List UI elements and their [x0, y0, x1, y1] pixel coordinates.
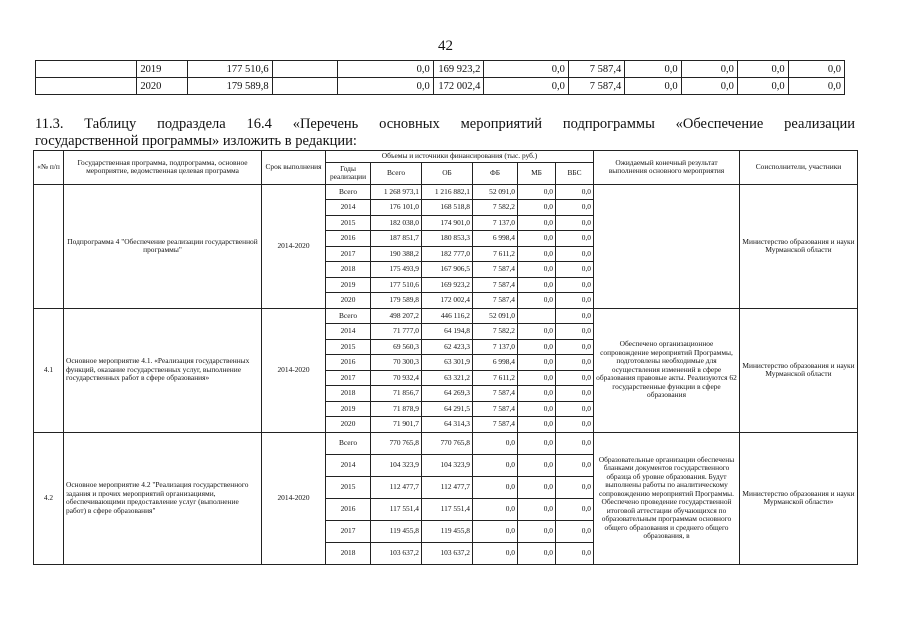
year-cell: 2016	[326, 231, 371, 247]
mb-cell: 0,0	[518, 215, 556, 231]
vbs-cell: 0,0	[556, 417, 594, 433]
measure-name: Основное мероприятие 4.1. «Реализация государственных функций, оказание государственных услуг, выполнение государственных работ в сфере образования»	[64, 308, 262, 432]
row-number: 4.2	[34, 432, 64, 564]
value-cell: 0,0	[681, 61, 737, 78]
fb-cell: 52 091,0	[473, 308, 518, 324]
heading-line-1: 11.3. Таблицу подраздела 16.4 «Перечень основных мероприятий подпрограммы «Обеспечение реализации	[35, 116, 855, 132]
value-cell: 172 002,4	[433, 78, 484, 95]
row-number	[34, 184, 64, 308]
value-cell: 0,0	[788, 78, 844, 95]
total-cell: 71 777,0	[371, 324, 422, 340]
total-cell: 1 268 973,1	[371, 184, 422, 200]
ob-cell: 770 765,8	[422, 432, 473, 454]
total-cell: 176 101,0	[371, 200, 422, 216]
year-cell: 2014	[326, 200, 371, 216]
ob-cell: 119 455,8	[422, 520, 473, 542]
header-executors: Соисполнители, участники	[740, 151, 858, 185]
table-row	[34, 308, 858, 324]
vbs-cell: 0,0	[556, 355, 594, 371]
ob-cell: 1 216 882,1	[422, 184, 473, 200]
expected-result: Обеспечено организационное сопровождение мероприятий Программы, подготовлены необходимые для осуществления изменений в сфере образования правовые акты. Реализуются 62 государственные функции в сфере образования	[594, 308, 740, 432]
value-cell: 0,0	[788, 61, 844, 78]
vbs-cell: 0,0	[556, 520, 594, 542]
total-cell: 71 856,7	[371, 386, 422, 402]
year-cell: 2016	[326, 498, 371, 520]
header-finance: Объемы и источники финансирования (тыс. руб.)	[326, 151, 594, 163]
value-cell: 0,0	[737, 61, 788, 78]
fb-cell: 7 587,4	[473, 386, 518, 402]
vbs-cell: 0,0	[556, 277, 594, 293]
ob-cell: 168 518,8	[422, 200, 473, 216]
fb-cell: 0,0	[473, 432, 518, 454]
ob-cell: 182 777,0	[422, 246, 473, 262]
fb-cell: 7 611,2	[473, 246, 518, 262]
executors-cell: Министерство образования и науки Мурманской области»	[740, 432, 858, 564]
table-row	[36, 78, 845, 95]
fb-cell: 52 091,0	[473, 184, 518, 200]
value-cell: 0,0	[337, 78, 433, 95]
year-cell: 2018	[326, 262, 371, 278]
table-row	[34, 432, 858, 454]
mb-cell: 0,0	[518, 370, 556, 386]
previous-table-fragment	[35, 60, 845, 95]
total-cell: 175 493,9	[371, 262, 422, 278]
vbs-cell: 0,0	[556, 324, 594, 340]
vbs-cell: 0,0	[556, 370, 594, 386]
fb-cell: 0,0	[473, 542, 518, 564]
mb-cell: 0,0	[518, 386, 556, 402]
header-years: Годы реализации	[326, 162, 371, 184]
header-fb: ФБ	[473, 162, 518, 184]
blank-cell	[272, 61, 337, 78]
total-cell: 190 388,2	[371, 246, 422, 262]
ob-cell: 446 116,2	[422, 308, 473, 324]
fb-cell: 7 611,2	[473, 370, 518, 386]
fb-cell: 0,0	[473, 520, 518, 542]
value-cell: 169 923,2	[433, 61, 484, 78]
total-cell: 498 207,2	[371, 308, 422, 324]
mb-cell: 0,0	[518, 184, 556, 200]
value-cell: 0,0	[737, 78, 788, 95]
vbs-cell: 0,0	[556, 200, 594, 216]
blank-cell	[36, 78, 137, 95]
ob-cell: 117 551,4	[422, 498, 473, 520]
ob-cell: 103 637,2	[422, 542, 473, 564]
total-cell: 177 510,6	[371, 277, 422, 293]
vbs-cell: 0,0	[556, 542, 594, 564]
mb-cell: 0,0	[518, 454, 556, 476]
fb-cell: 6 998,4	[473, 231, 518, 247]
year-cell: 2020	[326, 417, 371, 433]
measures-table	[33, 150, 858, 565]
value-cell: 7 587,4	[568, 61, 624, 78]
row-number: 4.1	[34, 308, 64, 432]
year-cell: Всего	[326, 184, 371, 200]
total-cell: 104 323,9	[371, 454, 422, 476]
mb-cell: 0,0	[518, 277, 556, 293]
expected-result	[594, 184, 740, 308]
mb-cell: 0,0	[518, 476, 556, 498]
measure-name: Подпрограмма 4 "Обеспечение реализации государственной программы"	[64, 184, 262, 308]
total-cell: 103 637,2	[371, 542, 422, 564]
vbs-cell: 0,0	[556, 339, 594, 355]
vbs-cell: 0,0	[556, 231, 594, 247]
year-cell: 2017	[326, 246, 371, 262]
mb-cell: 0,0	[518, 262, 556, 278]
ob-cell: 62 423,3	[422, 339, 473, 355]
blank-cell	[36, 61, 137, 78]
mb-cell	[518, 308, 556, 324]
ob-cell: 64 269,3	[422, 386, 473, 402]
fb-cell: 7 582,2	[473, 324, 518, 340]
header-result: Ожидаемый конечный результат выполнения основного мероприятия	[594, 151, 740, 185]
fb-cell: 7 582,2	[473, 200, 518, 216]
vbs-cell: 0,0	[556, 432, 594, 454]
ob-cell: 167 906,5	[422, 262, 473, 278]
heading-line-2: государственной программы» изложить в редакции:	[35, 133, 357, 149]
mb-cell: 0,0	[518, 417, 556, 433]
mb-cell: 0,0	[518, 520, 556, 542]
mb-cell: 0,0	[518, 231, 556, 247]
term-cell: 2014-2020	[262, 432, 326, 564]
vbs-cell: 0,0	[556, 293, 594, 309]
ob-cell: 64 194,8	[422, 324, 473, 340]
executors-cell: Министерство образования и науки Мурманской области	[740, 308, 858, 432]
total-cell: 71 878,9	[371, 401, 422, 417]
year-cell: 2020	[326, 293, 371, 309]
value-cell: 0,0	[625, 78, 681, 95]
mb-cell: 0,0	[518, 498, 556, 520]
ob-cell: 63 301,9	[422, 355, 473, 371]
executors-cell: Министерство образования и науки Мурманской области	[740, 184, 858, 308]
mb-cell: 0,0	[518, 355, 556, 371]
ob-cell: 64 291,5	[422, 401, 473, 417]
ob-cell: 174 901,0	[422, 215, 473, 231]
vbs-cell: 0,0	[556, 262, 594, 278]
vbs-cell: 0,0	[556, 215, 594, 231]
ob-cell: 63 321,2	[422, 370, 473, 386]
vbs-cell: 0,0	[556, 308, 594, 324]
fb-cell: 0,0	[473, 498, 518, 520]
section-heading	[35, 116, 855, 150]
mb-cell: 0,0	[518, 293, 556, 309]
year-cell: 2015	[326, 476, 371, 498]
vbs-cell: 0,0	[556, 184, 594, 200]
table-row	[34, 184, 858, 200]
mb-cell: 0,0	[518, 324, 556, 340]
total-cell: 69 560,3	[371, 339, 422, 355]
fb-cell: 7 587,4	[473, 293, 518, 309]
year-cell: 2016	[326, 355, 371, 371]
year-cell: 2017	[326, 520, 371, 542]
year-cell: 2014	[326, 454, 371, 476]
fb-cell: 7 587,4	[473, 401, 518, 417]
header-total: Всего	[371, 162, 422, 184]
value-cell: 0,0	[484, 78, 569, 95]
ob-cell: 172 002,4	[422, 293, 473, 309]
value-cell: 0,0	[337, 61, 433, 78]
measure-name: Основное мероприятие 4.2 "Реализация государственного задания и прочих мероприятий организациями, обеспечивающими предоставление услуг (выполнение работ) в сфере образования"	[64, 432, 262, 564]
total-cell: 117 551,4	[371, 498, 422, 520]
value-cell: 0,0	[681, 78, 737, 95]
total-cell: 182 038,0	[371, 215, 422, 231]
total-cell: 119 455,8	[371, 520, 422, 542]
value-cell: 177 510,6	[188, 61, 273, 78]
year-cell: 2017	[326, 370, 371, 386]
header-program: Государственная программа, подпрограмма, основное мероприятие, ведомственная целевая программа	[64, 151, 262, 185]
value-cell: 7 587,4	[568, 78, 624, 95]
blank-cell	[272, 78, 337, 95]
vbs-cell: 0,0	[556, 401, 594, 417]
fb-cell: 0,0	[473, 476, 518, 498]
header-vbs: ВБС	[556, 162, 594, 184]
value-cell: 0,0	[625, 61, 681, 78]
mb-cell: 0,0	[518, 432, 556, 454]
mb-cell: 0,0	[518, 401, 556, 417]
ob-cell: 169 923,2	[422, 277, 473, 293]
vbs-cell: 0,0	[556, 246, 594, 262]
total-cell: 770 765,8	[371, 432, 422, 454]
term-cell: 2014-2020	[262, 184, 326, 308]
ob-cell: 104 323,9	[422, 454, 473, 476]
mb-cell: 0,0	[518, 542, 556, 564]
year-cell: 2015	[326, 215, 371, 231]
vbs-cell: 0,0	[556, 498, 594, 520]
year-cell: 2019	[326, 277, 371, 293]
year-cell: 2015	[326, 339, 371, 355]
value-cell: 179 589,8	[188, 78, 273, 95]
year-cell: 2014	[326, 324, 371, 340]
fb-cell: 7 137,0	[473, 339, 518, 355]
mb-cell: 0,0	[518, 246, 556, 262]
year-cell: 2020	[137, 78, 188, 95]
mb-cell: 0,0	[518, 339, 556, 355]
term-cell: 2014-2020	[262, 308, 326, 432]
header-num: «№ п/п	[34, 151, 64, 185]
fb-cell: 6 998,4	[473, 355, 518, 371]
ob-cell: 64 314,3	[422, 417, 473, 433]
vbs-cell: 0,0	[556, 454, 594, 476]
value-cell: 0,0	[484, 61, 569, 78]
total-cell: 70 932,4	[371, 370, 422, 386]
ob-cell: 180 853,3	[422, 231, 473, 247]
vbs-cell: 0,0	[556, 476, 594, 498]
fb-cell: 7 587,4	[473, 277, 518, 293]
total-cell: 179 589,8	[371, 293, 422, 309]
year-cell: 2019	[326, 401, 371, 417]
header-mb: МБ	[518, 162, 556, 184]
total-cell: 71 901,7	[371, 417, 422, 433]
year-cell: 2018	[326, 542, 371, 564]
total-cell: 187 851,7	[371, 231, 422, 247]
header-term: Срок выполнения	[262, 151, 326, 185]
expected-result: Образовательные организации обеспечены бланками документов государственного образца об уровне образования. Будут выполнены работы по аналитическому сопровождению мероприятий Программы. Обеспечено проведение государственной итоговой аттестации обучающихся по образовательным программам основного общего образования и среднего общего образования, в	[594, 432, 740, 564]
header-ob: ОБ	[422, 162, 473, 184]
fb-cell: 7 137,0	[473, 215, 518, 231]
vbs-cell: 0,0	[556, 386, 594, 402]
total-cell: 112 477,7	[371, 476, 422, 498]
fb-cell: 7 587,4	[473, 262, 518, 278]
total-cell: 70 300,3	[371, 355, 422, 371]
mb-cell: 0,0	[518, 200, 556, 216]
year-cell: 2018	[326, 386, 371, 402]
year-cell: 2019	[137, 61, 188, 78]
fb-cell: 0,0	[473, 454, 518, 476]
ob-cell: 112 477,7	[422, 476, 473, 498]
table-row	[36, 61, 845, 78]
page-number: 42	[438, 38, 453, 54]
fb-cell: 7 587,4	[473, 417, 518, 433]
year-cell: Всего	[326, 432, 371, 454]
year-cell: Всего	[326, 308, 371, 324]
